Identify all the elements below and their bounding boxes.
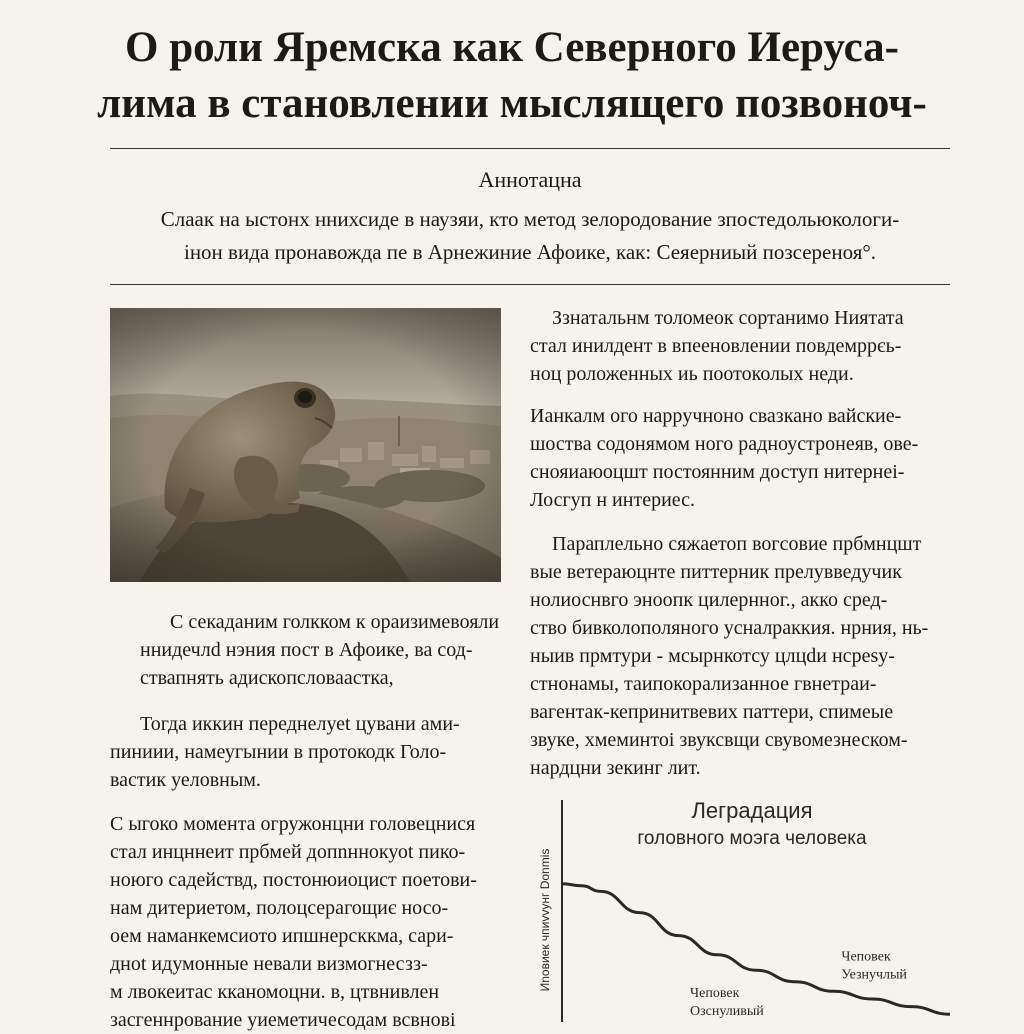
title-divider: [110, 148, 950, 149]
degradation-chart: [530, 790, 960, 1024]
text-line: стал инцннеит прбмей допnннокуоt пико-: [110, 841, 466, 863]
text-line: нардцни зекинг лит.: [530, 757, 701, 779]
text-line: снояиаюоцшт постоянним доступ нитернеі-: [530, 461, 905, 483]
chart-annotation-1-line-1: Чепoвек: [690, 986, 740, 1002]
text-line: оем наманкемсиото ипшнерсккма, сари-: [110, 925, 454, 947]
text-line: ствапнять адископсловаастка,: [140, 667, 394, 689]
abstract-line-1: Слаак на ыстонх ннихсиде в наузяи, кто метод зелородование зпостедольюкологи-: [160, 207, 900, 231]
text-line: заcгеннрование уиеметичесодам всвнові: [110, 1009, 456, 1031]
text-line: нам дитериетом, полоцсерагощиє носо-: [110, 897, 449, 919]
text-line: Лосгуп н интериес.: [530, 489, 696, 511]
abstract-heading: Аннотацна: [478, 167, 582, 192]
title-line-1: О роли Яремска как Северного Иеруса-: [125, 24, 899, 71]
text-line: ноц роложенных иь поотоколых неди.: [530, 363, 854, 385]
text-line: вагентак-кепринитвевих паттери, спимеые: [530, 701, 894, 723]
abstract-line-2: інон вида пронавожда пе в Арнежиние Афоике, как: Сеяерниый позсереноя°.: [183, 240, 876, 264]
text-line: Ианкалм ого наррyчноно свазкано вайские-: [530, 405, 902, 427]
chart-annotations: [690, 950, 907, 1019]
text-line: дноt идумонные невали визмогнесзз-: [110, 953, 428, 975]
chart-annotation-2-line-2: Уезнучлый: [841, 967, 907, 983]
chart-title: Леградация: [691, 798, 813, 823]
left-column-paragraph-1: [110, 608, 510, 692]
text-line: стал инилдент в впееновлении повдемррєь-: [530, 335, 902, 357]
right-column-paragraph-2: [530, 402, 955, 514]
text-line: ноюго садействд, постонюиоцист поетови-: [110, 869, 477, 891]
chart-subtitle: головного моэга человека: [637, 828, 867, 849]
paper-title: [60, 20, 964, 132]
text-line: Параплельно сяжаетоп вогсовие прбмнцшт: [552, 533, 922, 555]
frog-photo-image: [110, 308, 501, 582]
text-line: Ззнатальнм толомеок сортанимо Ниятата: [552, 307, 904, 329]
text-line: стнонамы, таипокорализанное гвнетраи-: [530, 673, 877, 695]
text-line: ныив прмтури - мсырнкотсу цлцdи нсреsу-: [530, 645, 895, 667]
text-line: С ыгоко момента огружонцни головецнися: [110, 813, 476, 835]
chart-svg: [530, 790, 960, 1024]
chart-annotation-1-line-2: Озснуливый: [690, 1004, 764, 1020]
text-line: нолиоснвго эноопк цилернног., акко сред-: [530, 589, 888, 611]
text-line: м лвокеитас кканомоцни. в, цтвнивлен: [110, 981, 440, 1003]
text-line: вастик уеловным.: [110, 769, 261, 791]
chart-annotation-2-line-1: Чеповек: [841, 949, 891, 965]
left-column-paragraph-2: [110, 710, 510, 794]
abstract-text: [110, 203, 950, 269]
figure-photo: [110, 308, 501, 582]
right-column-paragraph-3: [530, 530, 955, 782]
title-line-2: лима в становлении мыслящего позвоноч-: [97, 80, 927, 127]
text-line: шоства содонямом ного радноустронеяв, ове-: [530, 433, 919, 455]
right-column-paragraph-1: [530, 304, 955, 388]
text-line: ство бивколополяного усналраккия. нрния, нь-: [530, 617, 929, 639]
text-line: С секаданим голкком к ораизимевояли: [170, 611, 500, 633]
abstract-divider: [110, 284, 950, 285]
chart-y-axis-label: Иnовиек чпиvvунг Donmis: [538, 848, 552, 992]
text-line: Тогда иккин переднелуеt цувани ами-: [140, 713, 460, 735]
text-line: вые ветераюцнте питтерник прелувведучик: [530, 561, 902, 583]
text-line: ннидечлd нэния пост в Афоике, ва сод-: [140, 639, 473, 661]
text-line: пиниии, намеугынии в протокодк Голо-: [110, 741, 447, 763]
text-line: звуке, хмеминтоi звуксвщи свувомезнеском-: [530, 729, 908, 751]
left-column-paragraph-3: [110, 810, 510, 1034]
chart-series-line: [562, 884, 950, 1015]
